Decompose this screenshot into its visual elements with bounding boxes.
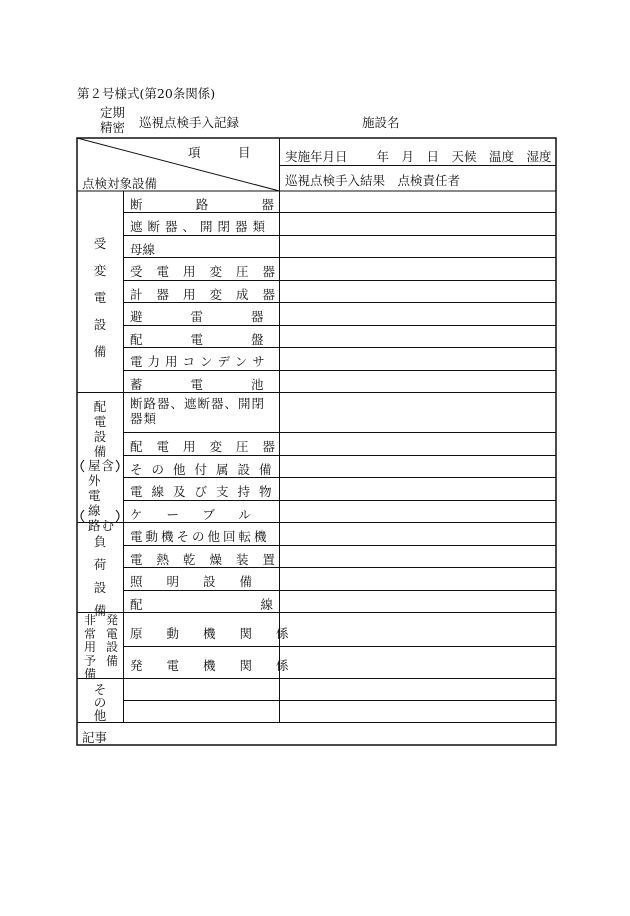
item-bus: 母線: [130, 242, 156, 257]
date-weather-header: 実施年月日 年 月 日 天候 温度 湿度: [285, 149, 552, 164]
item-capacitor: 電力用コンデンサ: [130, 354, 270, 369]
item-prime-mover: 原動機関係: [130, 626, 313, 641]
group-label-distribution: 配 電 設 備: [93, 399, 107, 459]
item-accessories: その他付属設備: [130, 462, 281, 477]
item-wires-supports: 電線及び支持物: [130, 484, 281, 499]
item-cable: ケーブル: [130, 507, 275, 522]
group-label-substation: 受 変 電 設 備: [93, 236, 107, 359]
facility-label: 施設名: [362, 115, 400, 130]
item-heating-drying: 電熱乾燥装置: [130, 552, 290, 567]
item-instrument-transformer: 計器用変成器: [130, 287, 290, 302]
item-header: 項 目: [188, 145, 251, 160]
item-lighting: 照明設備: [130, 574, 277, 589]
notes-label: 記事: [82, 730, 108, 745]
result-header: 巡視点検手入結果 点検責任者: [285, 173, 461, 188]
item-battery: 蓄電池: [130, 377, 312, 392]
item-disconnector: 断 路 器: [130, 197, 274, 212]
item-motors: 電動機その他回転機: [130, 529, 270, 544]
item-receiving-transformer: 受電用変圧器: [130, 264, 290, 279]
group-label-outdoor-lines: 屋 含 外 電 線 路 む: [88, 458, 114, 533]
item-dist-transformer: 配電用変圧器: [130, 439, 290, 454]
item-dist-breakers: 断路器、遮断器、開閉器類: [130, 396, 266, 426]
item-switchboard: 配電盤: [130, 332, 312, 347]
group-label-emergency: 非 発 常 電 用 設 予 備 備: [84, 613, 118, 681]
kind-detailed: 精密: [100, 120, 126, 135]
item-breakers-switches: 遮断器、開閉器類: [130, 219, 271, 234]
kind-regular: 定期: [100, 105, 126, 120]
target-header: 点検対象設備: [82, 176, 158, 191]
item-generator: 発電機関係: [130, 658, 313, 673]
item-wiring: 配線: [130, 597, 392, 612]
group-label-load: 負 荷 設 備: [93, 534, 107, 618]
form-number: 第２号様式(第20条関係): [77, 86, 216, 101]
item-lightning-arrester: 避雷器: [130, 309, 312, 324]
group-label-other: そ の 他: [93, 682, 107, 723]
record-title: 巡視点検手入記録: [139, 115, 240, 130]
